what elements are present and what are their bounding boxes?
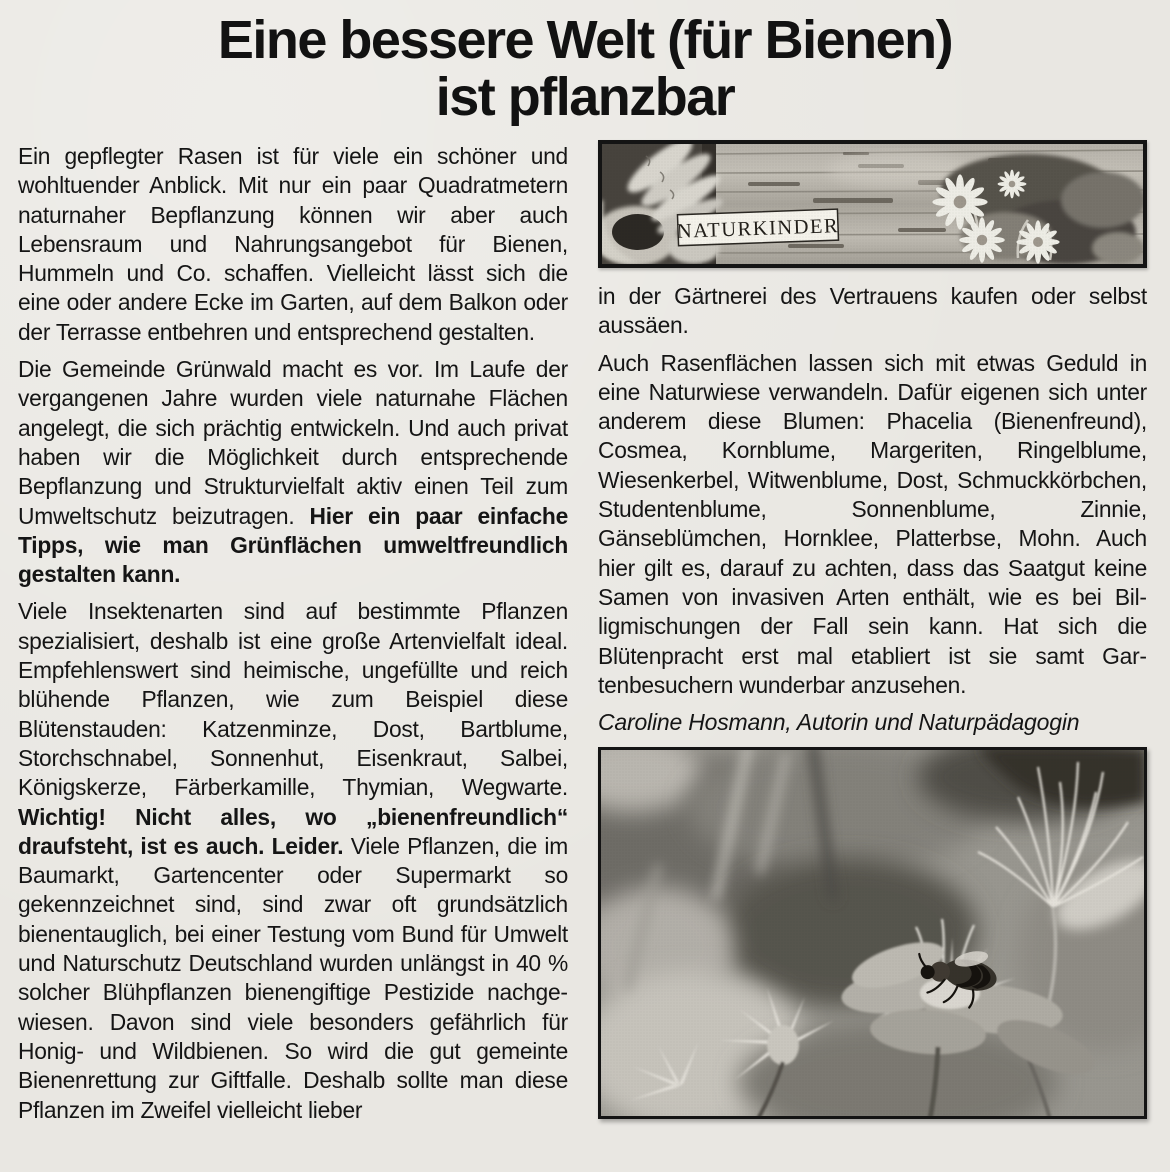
paragraph-intro: Ein gepflegter Rasen ist für viele ein schöner und wohltuender Anblick. Mit nur ein paar Quadratmetern naturnaher Bepflanzung können wir aber auch Lebensraum und Nahrungsangebot für Bienen, Hummeln und Co. schaffen. Vielleicht lässt sich die eine oder andere Ecke im Garten, auf dem Balkon oder der Terrasse entbehren und entsprechend gestalten. — [18, 143, 568, 345]
left-column — [18, 142, 568, 1133]
naturkinder-banner-image — [598, 140, 1147, 268]
article-title-line-1: Eine bessere Welt (für Bienen) — [217, 10, 953, 70]
bee-flower-illustration — [598, 747, 1147, 1119]
bee-on-flower-photo — [598, 747, 1147, 1119]
paragraph-gemeinde: Die Gemeinde Grünwald macht es vor. Im Laufe der vergangenen Jahre wurden viele naturnahe Flächen angelegt, die sich prächtig entwickeln. Und auch privat haben wir die Möglichkeit durch entsprechende Bepflanzung und Strukturvielfalt aktiv einen Teil zum Umweltschutz beizutragen. Hier ein paar einfache Tipps, wie man Grünflächen umweltfreundlich gestalten kann. — [18, 356, 568, 588]
article-title — [0, 12, 1170, 126]
right-column — [598, 140, 1147, 1119]
article-title-line-2: ist pflanzbar — [435, 67, 735, 127]
naturkinder-banner-illustration — [598, 140, 1147, 268]
paragraph-naturwiese: Auch Rasenflächen lassen sich mit etwas Geduld in eine Naturwiese verwandeln. Dafür eigenen sich unter anderem diese Blumen: Phacelia (Bienenfreund), Cosmea, Kornblume, Margeriten, Ringelblume, Wiesenkerbel, Witwenblume, Dost, Schmuckkörbchen, Studentenblume, Sonnenblume, Zinnie, Gänseblümchen, Hornklee, Platterbse, Mohn. Auch hier gilt es, darauf zu achten, dass das Saatgut keine Samen von invasiven Arten enthält, wie es bei Billigmischungen der Fall sein kann. Hat sich die Blütenpracht erst mal etabliert ist sie samt Gartenbesuchern wunderbar anzusehen. — [598, 349, 1147, 698]
svg-text:NATURKINDER: NATURKINDER — [676, 215, 840, 243]
paragraph-insekten: Viele Insektenarten sind auf bestimmte Pflanzen spezialisiert, deshalb ist eine große Artenvielfalt ideal. Empfehlenswert sind heimische, ungefüllte und reich blühende Pflanzen, wie zum Beispiel diese Blütenstauden: Katzenminze, Dost, Bartblume, Storchschnabel, Sonnenhut, Eisenkraut, Salbei, Königskerze, Färberkamille, Thymian, Wegwarte. Wichtig! Nicht alles, wo „bienenfreundlich“ draufsteht, ist es auch. Leider. Viele Pflanzen, die im Baumarkt, Gartencenter oder Supermarkt so gekennzeichnet sind, sind zwar oft grundsätzlich bienentauglich, bei einer Testung vom Bund für Umwelt und Naturschutz Deutschland wurden unlängst in 40 % solcher Blühpflanzen bienengiftige Pestizide nachgewiesen. Davon sind viele besonders gefährlich für Honig- und Wildbienen. So wird die gut gemeinte Bienenrettung zur Giftfalle. Deshalb sollte man diese Pflanzen im Zweifel vielleicht lieber — [18, 598, 568, 1123]
author-credit: Caroline Hosmann, Autorin und Naturpädagogin — [598, 709, 1080, 736]
paragraph-gaertnerei: in der Gärtnerei des Vertrauens kaufen oder selbst aussäen. — [598, 283, 1147, 339]
